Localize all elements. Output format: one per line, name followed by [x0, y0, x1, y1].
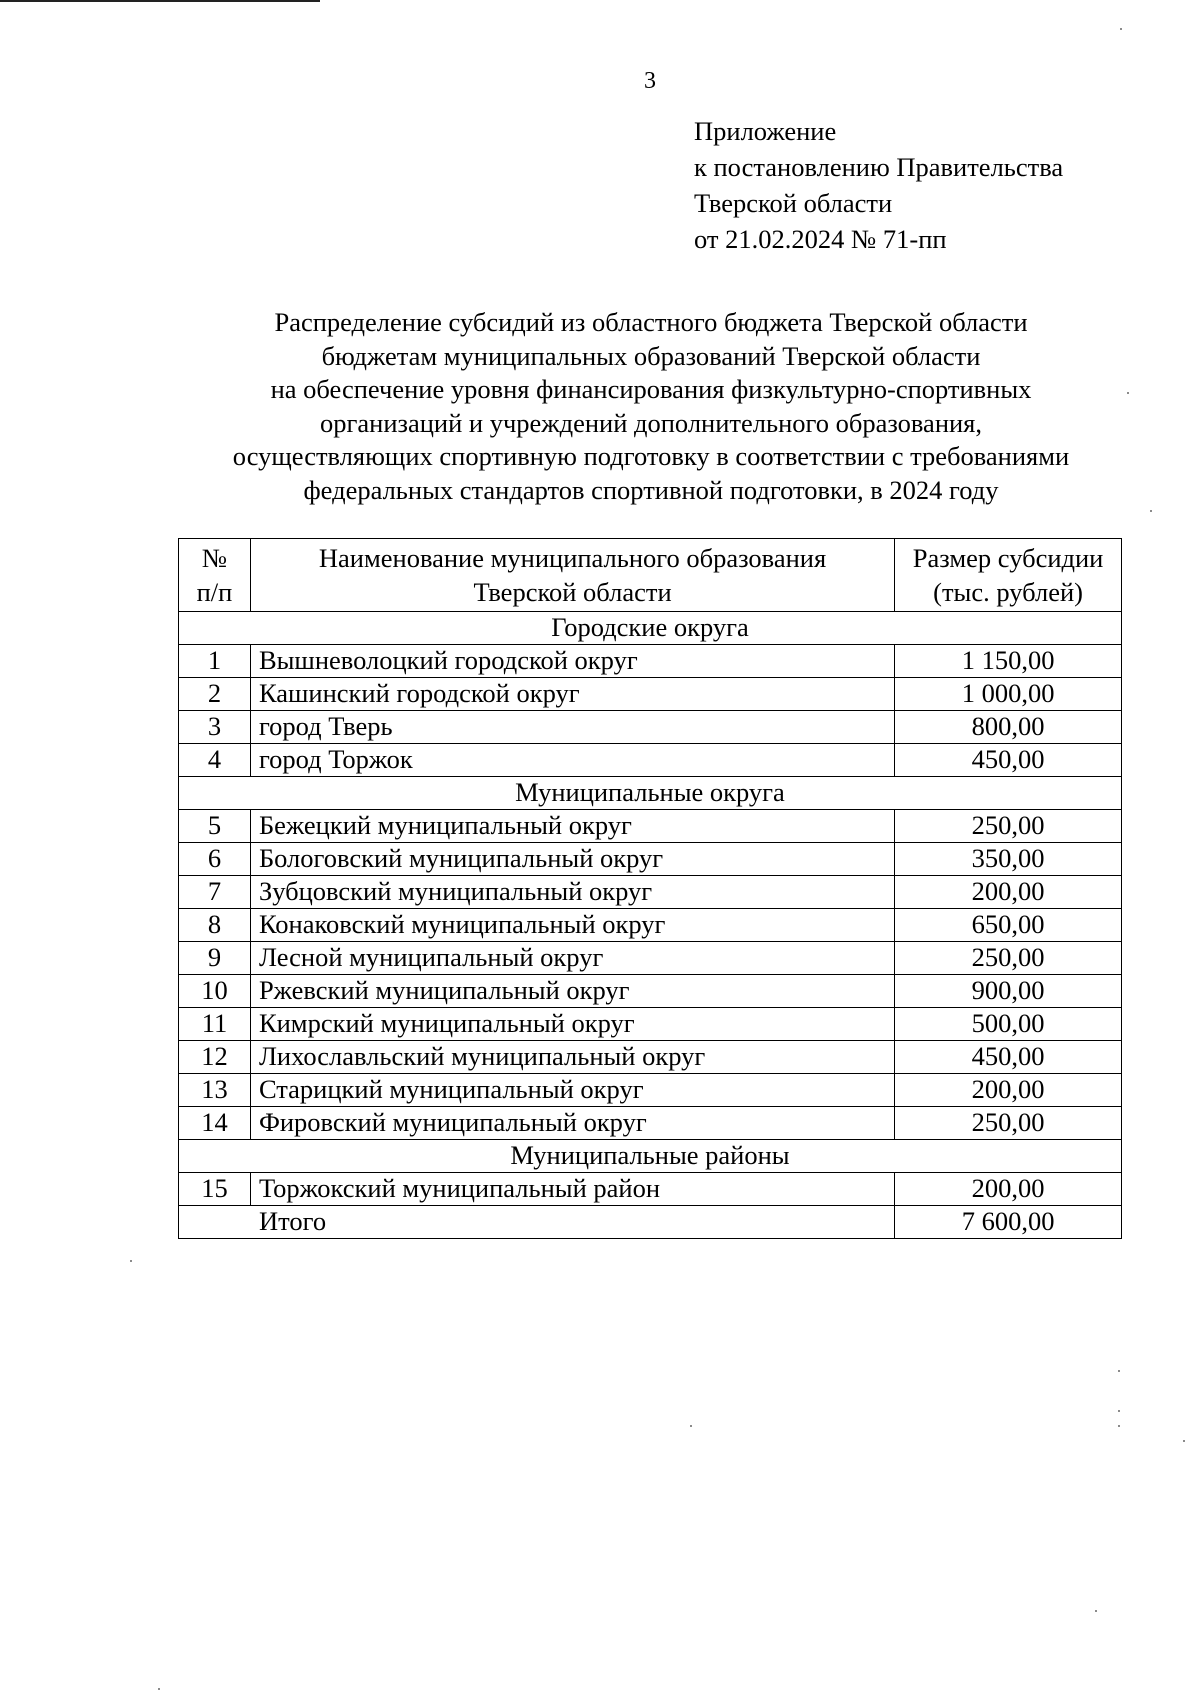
municipality-name: Старицкий муниципальный округ — [250, 1074, 894, 1107]
total-amount: 7 600,00 — [895, 1206, 1122, 1239]
title-line: Распределение субсидий из областного бюджета Тверской области — [274, 307, 1028, 337]
section-title: Городские округа — [179, 612, 1122, 645]
subsidy-amount: 200,00 — [895, 876, 1122, 909]
row-number: 2 — [179, 678, 251, 711]
table-row — [179, 744, 1122, 777]
row-number: 3 — [179, 711, 251, 744]
table-row — [179, 711, 1122, 744]
table-row — [179, 843, 1122, 876]
total-label: Итого — [179, 1206, 895, 1239]
scan-speck — [130, 1260, 132, 1262]
municipality-name: Лихославльский муниципальный округ — [250, 1041, 894, 1074]
subsidy-amount: 800,00 — [895, 711, 1122, 744]
header-text: (тыс. рублей) — [933, 577, 1083, 607]
section-title: Муниципальные районы — [179, 1140, 1122, 1173]
table-row — [179, 1074, 1122, 1107]
header-text: Тверской области — [473, 577, 672, 607]
subsidy-amount: 250,00 — [895, 942, 1122, 975]
title-line: на обеспечение уровня финансирования физкультурно-спортивных — [270, 374, 1032, 404]
table-row — [179, 876, 1122, 909]
table-row — [179, 1107, 1122, 1140]
table-row — [179, 1173, 1122, 1206]
section-row — [179, 1140, 1122, 1173]
municipality-name: Лесной муниципальный округ — [250, 942, 894, 975]
section-row — [179, 777, 1122, 810]
subsidy-table — [178, 538, 1122, 1239]
row-number: 1 — [179, 645, 251, 678]
column-header-municipality — [250, 539, 894, 612]
table-body — [179, 612, 1122, 1239]
subsidy-amount: 200,00 — [895, 1074, 1122, 1107]
column-header-amount — [895, 539, 1122, 612]
table-row — [179, 645, 1122, 678]
appendix-line: Тверской области — [694, 188, 893, 218]
municipality-name: Фировский муниципальный округ — [250, 1107, 894, 1140]
row-number: 13 — [179, 1074, 251, 1107]
subsidy-amount: 450,00 — [895, 1041, 1122, 1074]
municipality-name: Бологовский муниципальный округ — [250, 843, 894, 876]
subsidy-amount: 250,00 — [895, 1107, 1122, 1140]
table-row — [179, 909, 1122, 942]
subsidy-amount: 200,00 — [895, 1173, 1122, 1206]
table-row — [179, 1041, 1122, 1074]
header-text: № — [201, 543, 228, 573]
scan-speck — [1127, 392, 1129, 394]
municipality-name: Бежецкий муниципальный округ — [250, 810, 894, 843]
municipality-name: Конаковский муниципальный округ — [250, 909, 894, 942]
table-row — [179, 942, 1122, 975]
row-number: 12 — [179, 1041, 251, 1074]
scan-speck — [1095, 1610, 1097, 1612]
row-number: 6 — [179, 843, 251, 876]
table-header-row — [179, 539, 1122, 612]
table-row — [179, 1008, 1122, 1041]
municipality-name: Ржевский муниципальный округ — [250, 975, 894, 1008]
scan-speck — [690, 1425, 692, 1427]
scan-speck — [1183, 1440, 1185, 1442]
scan-speck — [1120, 28, 1122, 30]
appendix-line: Приложение — [694, 116, 837, 146]
subsidy-amount: 900,00 — [895, 975, 1122, 1008]
row-number: 10 — [179, 975, 251, 1008]
scan-edge-line — [0, 0, 320, 2]
table-row — [179, 810, 1122, 843]
total-row — [179, 1206, 1122, 1239]
header-text: Наименование муниципального образования — [318, 543, 827, 573]
title-line: бюджетам муниципальных образований Тверской области — [321, 340, 981, 371]
municipality-name: город Торжок — [250, 744, 894, 777]
municipality-name: Кимрский муниципальный округ — [250, 1008, 894, 1041]
row-number: 7 — [179, 876, 251, 909]
section-title: Муниципальные округа — [179, 777, 1122, 810]
subsidy-amount: 500,00 — [895, 1008, 1122, 1041]
municipality-name: Торжокский муниципальный район — [250, 1173, 894, 1206]
appendix-date-number: от 21.02.2024 № 71-пп — [694, 224, 947, 254]
header-text: Размер субсидии — [912, 543, 1104, 573]
column-header-number — [179, 539, 251, 612]
scan-speck — [1118, 1410, 1120, 1412]
page-number: 3 — [644, 68, 656, 94]
appendix-block — [694, 113, 1063, 257]
document-title — [150, 306, 1152, 507]
subsidy-amount: 250,00 — [895, 810, 1122, 843]
municipality-name: город Тверь — [250, 711, 894, 744]
row-number: 15 — [179, 1173, 251, 1206]
municipality-name: Кашинский городской округ — [250, 678, 894, 711]
header-text: п/п — [196, 577, 233, 607]
title-line: организаций и учреждений дополнительного образования, — [320, 407, 982, 438]
appendix-line: к постановлению Правительства — [694, 152, 1064, 182]
row-number: 4 — [179, 744, 251, 777]
title-line: федеральных стандартов спортивной подготовки, в 2024 году — [303, 474, 999, 505]
municipality-name: Вышневолоцкий городской округ — [250, 645, 894, 678]
row-number: 5 — [179, 810, 251, 843]
row-number: 9 — [179, 942, 251, 975]
row-number: 8 — [179, 909, 251, 942]
scan-speck — [1118, 1425, 1120, 1427]
subsidy-amount: 1 000,00 — [895, 678, 1122, 711]
table-row — [179, 678, 1122, 711]
subsidy-amount: 1 150,00 — [895, 645, 1122, 678]
subsidy-amount: 650,00 — [895, 909, 1122, 942]
subsidy-amount: 350,00 — [895, 843, 1122, 876]
municipality-name: Зубцовский муниципальный округ — [250, 876, 894, 909]
table-row — [179, 975, 1122, 1008]
subsidy-amount: 450,00 — [895, 744, 1122, 777]
section-row — [179, 612, 1122, 645]
row-number: 14 — [179, 1107, 251, 1140]
scan-speck — [1150, 510, 1152, 512]
row-number: 11 — [179, 1008, 251, 1041]
scan-speck — [158, 1688, 160, 1690]
scan-speck — [1118, 1370, 1120, 1372]
title-line: осуществляющих спортивную подготовку в соответствии с требованиями — [232, 441, 1070, 471]
